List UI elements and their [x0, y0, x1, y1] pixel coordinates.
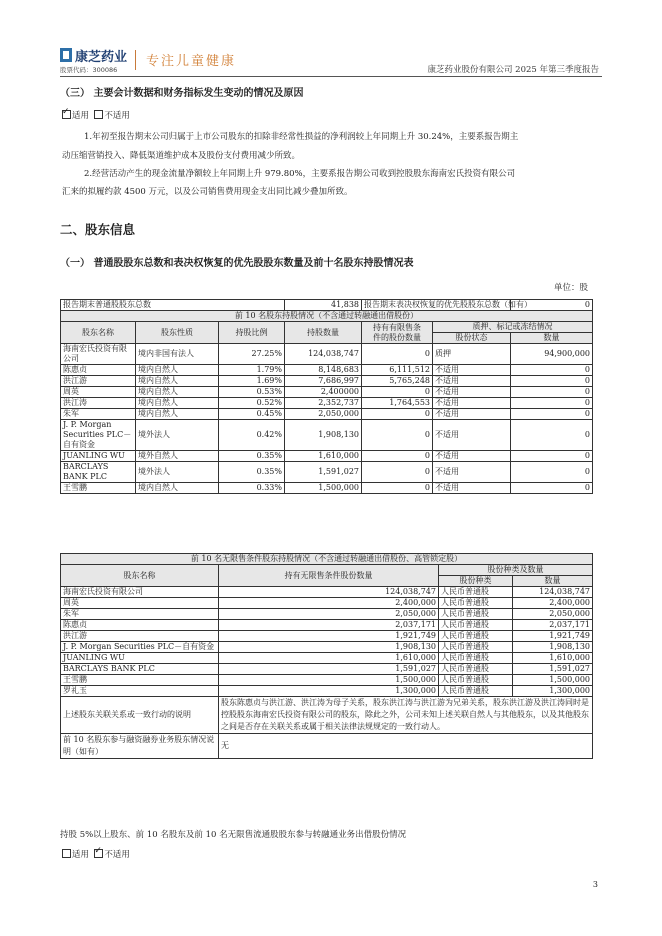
table-row: [61, 587, 593, 598]
holder-name: 周英: [61, 598, 219, 609]
paragraph-2-cont: 汇来的拟履约款 4500 万元，以及公司销售费用现金支出同比减少叠加所致。: [62, 187, 353, 197]
holder-restricted: 5,765,248: [362, 376, 433, 387]
col-header-nature: 股东性质: [136, 322, 219, 344]
unrestricted-qty: 124,038,747: [219, 587, 439, 598]
holder-pledge-qty: 0: [511, 462, 593, 483]
checkbox-checked-icon: [62, 110, 71, 119]
holder-ratio: 0.42%: [219, 420, 285, 451]
holder-name: 洪江游: [61, 376, 136, 387]
holder-restricted: 0: [362, 483, 433, 494]
checkbox-unchecked-icon: [94, 110, 103, 119]
holder-nature: 境内自然人: [136, 409, 219, 420]
header-rule: [60, 76, 602, 77]
holder-pledge-status: 质押: [433, 344, 511, 365]
holder-qty: 1,610,000: [285, 451, 362, 462]
holder-ratio: 1.69%: [219, 376, 285, 387]
holder-pledge-qty: 0: [511, 365, 593, 376]
holder-pledge-qty: 94,900,000: [511, 344, 593, 365]
holder-pledge-status: 不适用: [433, 409, 511, 420]
table-row: [61, 451, 593, 462]
col-header-unrestricted-qty: 持有无限售条件股份数量: [219, 565, 439, 587]
holder-nature: 境内自然人: [136, 398, 219, 409]
table-row: [61, 365, 593, 376]
preferred-holders-value: 0: [511, 300, 593, 311]
share-type-qty: 2,050,000: [513, 609, 593, 620]
holder-pledge-qty: 0: [511, 398, 593, 409]
unrestricted-qty: 1,921,749: [219, 631, 439, 642]
holder-pledge-qty: 0: [511, 483, 593, 494]
table-row: [61, 609, 593, 620]
table-row: [61, 483, 593, 494]
share-type-qty: 124,038,747: [513, 587, 593, 598]
holder-name: BARCLAYS BANK PLC: [61, 462, 136, 483]
holder-restricted: 0: [362, 451, 433, 462]
holder-ratio: 0.33%: [219, 483, 285, 494]
unrestricted-section-title: 前 10 名无限售条件股东持股情况（不含通过转融通出借股份、高管锁定股）: [61, 554, 593, 565]
holder-nature: 境内自然人: [136, 365, 219, 376]
holder-nature: 境内自然人: [136, 387, 219, 398]
col-header-kind-type: 股份种类: [439, 576, 513, 587]
total-holders-label: 报告期末普通股股东总数: [61, 300, 285, 311]
paragraph-1: 1.年初至报告期末公司归属于上市公司股东的扣除非经常性损益的净利润较上年同期上升 30.24%，主要系报告期主: [84, 132, 519, 142]
holder-pledge-qty: 0: [511, 409, 593, 420]
unrestricted-qty: 1,908,130: [219, 642, 439, 653]
share-type: 人民币普通股: [439, 609, 513, 620]
share-type: 人民币普通股: [439, 631, 513, 642]
table-row: [61, 653, 593, 664]
share-type-qty: 1,921,749: [513, 631, 593, 642]
unrestricted-qty: 2,037,171: [219, 620, 439, 631]
col-header-restricted-line1: 持有有限售条: [373, 322, 421, 332]
holder-nature: 境外法人: [136, 462, 219, 483]
top10-shareholders-table: [60, 299, 593, 494]
holder-pledge-status: 不适用: [433, 420, 511, 451]
holder-name: 王雪鹏: [61, 675, 219, 686]
table-row: [61, 598, 593, 609]
holder-qty: 7,686,997: [285, 376, 362, 387]
applicability-row: [62, 108, 130, 124]
total-holders-value: 41,838: [285, 300, 362, 311]
page-number: 3: [592, 880, 598, 889]
section-3-title: （三） 主要会计数据和财务指标发生变动的情况及原因: [60, 88, 304, 99]
share-type: 人民币普通股: [439, 587, 513, 598]
holder-name: 朱军: [61, 609, 219, 620]
holder-ratio: 0.52%: [219, 398, 285, 409]
holder-pledge-status: 不适用: [433, 376, 511, 387]
holder-name: 洪江涛: [61, 398, 136, 409]
unrestricted-qty: 1,500,000: [219, 675, 439, 686]
holder-ratio: 0.35%: [219, 451, 285, 462]
company-logo: [60, 46, 160, 74]
holder-restricted: 1,764,553: [362, 398, 433, 409]
holder-restricted: 0: [362, 462, 433, 483]
share-type-qty: 1,300,000: [513, 686, 593, 697]
holder-pledge-qty: 0: [511, 376, 593, 387]
unrestricted-qty: 1,300,000: [219, 686, 439, 697]
table-row: [61, 398, 593, 409]
relation-label: 上述股东关联关系或一致行动的说明: [61, 697, 219, 734]
holder-name: 罗礼玉: [61, 686, 219, 697]
col-header-ratio: 持股比例: [219, 322, 285, 344]
preferred-holders-label: 报告期末表决权恢复的优先股股东总数（如有）: [362, 300, 511, 311]
applicable-label: 适用: [72, 111, 90, 121]
relation-text: 股东陈惠贞与洪江游、洪江涛为母子关系，股东洪江涛与洪江游为兄弟关系，股东洪江游及洪江涛同时是控股股东海南宏氏投资有限公司的股东，除此之外，公司未知上述关联自然人与其他股东，以及其他股东之间是否存在关联关系或属于相关法律法规规定的一致行动人。: [219, 697, 593, 734]
share-type: 人民币普通股: [439, 686, 513, 697]
holder-restricted: 0: [362, 420, 433, 451]
holder-pledge-qty: 0: [511, 420, 593, 451]
share-type-qty: 2,400,000: [513, 598, 593, 609]
unrestricted-qty: 1,591,027: [219, 664, 439, 675]
table-row: [61, 387, 593, 398]
holder-nature: 境内自然人: [136, 483, 219, 494]
col-header-name: 股东名称: [61, 565, 219, 587]
holder-qty: 1,500,000: [285, 483, 362, 494]
col-header-kind: 股份种类及数量: [439, 565, 593, 576]
col-header-restricted: [362, 322, 433, 344]
stock-code: 股票代码：300086: [60, 66, 118, 74]
unit-label: 单位：股: [553, 283, 588, 293]
holder-name: JUANLING WU: [61, 451, 136, 462]
holder-name: 朱军: [61, 409, 136, 420]
margin-row: [61, 734, 593, 759]
report-title: 康芝药业股份有限公司 2025 年第三季度报告: [427, 65, 599, 75]
share-type-qty: 2,037,171: [513, 620, 593, 631]
holder-qty: 2,050,000: [285, 409, 362, 420]
holder-name: 洪江游: [61, 631, 219, 642]
holder-pledge-status: 不适用: [433, 483, 511, 494]
holder-name: 周英: [61, 387, 136, 398]
table-row: [61, 420, 593, 451]
table-row: [61, 675, 593, 686]
applicable-label: 适用: [72, 850, 90, 860]
holder-pledge-qty: 0: [511, 451, 593, 462]
holder-pledge-status: 不适用: [433, 451, 511, 462]
holder-nature: 境内自然人: [136, 376, 219, 387]
paragraph-1-cont: 动压缩营销投入、降低渠道维护成本及股份支付费用减少所致。: [62, 151, 301, 161]
holder-name: BARCLAYS BANK PLC: [61, 664, 219, 675]
holder-restricted: 0: [362, 409, 433, 420]
holder-pledge-status: 不适用: [433, 398, 511, 409]
holder-qty: 1,908,130: [285, 420, 362, 451]
share-type-qty: 1,500,000: [513, 675, 593, 686]
holder-name: 王雪鹏: [61, 483, 136, 494]
share-type-qty: 1,610,000: [513, 653, 593, 664]
holder-pledge-status: 不适用: [433, 365, 511, 376]
table-row: [61, 462, 593, 483]
holder-pledge-status: 不适用: [433, 462, 511, 483]
holder-restricted: 0: [362, 344, 433, 365]
share-type: 人民币普通股: [439, 598, 513, 609]
unrestricted-qty: 2,050,000: [219, 609, 439, 620]
unrestricted-shareholders-table: [60, 553, 593, 759]
holder-ratio: 1.79%: [219, 365, 285, 376]
paragraph-2: 2.经营活动产生的现金流量净额较上年同期上升 979.80%，主要系报告期公司收到控股股东海南宏氏投资有限公司: [84, 169, 516, 179]
holder-restricted: 0: [362, 387, 433, 398]
holder-nature: 境外自然人: [136, 451, 219, 462]
header-slogan: 专注儿童健康: [146, 54, 237, 69]
holder-nature: 境内非国有法人: [136, 344, 219, 365]
header-divider: [135, 50, 136, 70]
table-row: [61, 620, 593, 631]
holder-pledge-status: 不适用: [433, 387, 511, 398]
col-header-pledge-qty: 数量: [511, 333, 593, 344]
not-applicable-label: 不适用: [104, 850, 130, 860]
holder-nature: 境外法人: [136, 420, 219, 451]
table-row: [61, 664, 593, 675]
col-header-qty: 持股数量: [285, 322, 362, 344]
not-applicable-label: 不适用: [104, 111, 130, 121]
holder-ratio: 0.53%: [219, 387, 285, 398]
logo-mark-icon: [60, 48, 72, 62]
holder-pledge-qty: 0: [511, 387, 593, 398]
holder-name: 海南宏氏投资有限公司: [61, 344, 136, 365]
table-row: [61, 409, 593, 420]
holder-qty: 2,400000: [285, 387, 362, 398]
holder-qty: 2,352,737: [285, 398, 362, 409]
holder-ratio: 0.45%: [219, 409, 285, 420]
holder-restricted: 6,111,512: [362, 365, 433, 376]
top10-section-title: 前 10 名股东持股情况（不含通过转融通出借股份）: [61, 311, 593, 322]
table-row: [61, 631, 593, 642]
margin-text: 无: [219, 734, 593, 759]
holder-qty: 8,148,683: [285, 365, 362, 376]
table-row: [61, 344, 593, 365]
share-type: 人民币普通股: [439, 664, 513, 675]
share-type: 人民币普通股: [439, 675, 513, 686]
holder-name: 陈惠贞: [61, 365, 136, 376]
section-2-subtitle: （一） 普通股股东总数和表决权恢复的优先股股东数量及前十名股东持股情况表: [60, 258, 414, 269]
col-header-name: 股东名称: [61, 322, 136, 344]
col-header-restricted-line2: 件的股份数量: [373, 332, 421, 342]
holder-name: 海南宏氏投资有限公司: [61, 587, 219, 598]
margin-label: 前 10 名股东参与融资融券业务股东情况说明（如有）: [61, 734, 219, 759]
holder-name: J. P. Morgan Securities PLC－自有资金: [61, 642, 219, 653]
logo-company-name: 康芝药业: [75, 50, 128, 65]
share-type-qty: 1,908,130: [513, 642, 593, 653]
table-row: [61, 642, 593, 653]
footnote: 持股 5%以上股东、前 10 名股东及前 10 名无限售流通股股东参与转融通业务出借股份情况: [60, 830, 407, 840]
col-header-kind-qty: 数量: [513, 576, 593, 587]
holder-ratio: 27.25%: [219, 344, 285, 365]
holder-ratio: 0.35%: [219, 462, 285, 483]
holder-qty: 1,591,027: [285, 462, 362, 483]
col-header-pledge: 质押、标记或冻结情况: [433, 322, 593, 333]
summary-row: [61, 300, 593, 311]
checkbox-unchecked-icon: [62, 849, 71, 858]
share-type: 人民币普通股: [439, 620, 513, 631]
share-type: 人民币普通股: [439, 642, 513, 653]
holder-name: JUANLING WU: [61, 653, 219, 664]
col-header-pledge-status: 股份状态: [433, 333, 511, 344]
table-row: [61, 686, 593, 697]
section-2-title: 二、股东信息: [60, 222, 136, 237]
share-type-qty: 1,591,027: [513, 664, 593, 675]
share-type: 人民币普通股: [439, 653, 513, 664]
checkbox-checked-icon: [94, 849, 103, 858]
holder-name: J. P. Morgan Securities PLC－自有资金: [61, 420, 136, 451]
holder-name: 陈惠贞: [61, 620, 219, 631]
applicability-row-2: [62, 847, 130, 863]
unrestricted-qty: 2,400,000: [219, 598, 439, 609]
relation-row: [61, 697, 593, 734]
unrestricted-qty: 1,610,000: [219, 653, 439, 664]
holder-qty: 124,038,747: [285, 344, 362, 365]
table-row: [61, 376, 593, 387]
